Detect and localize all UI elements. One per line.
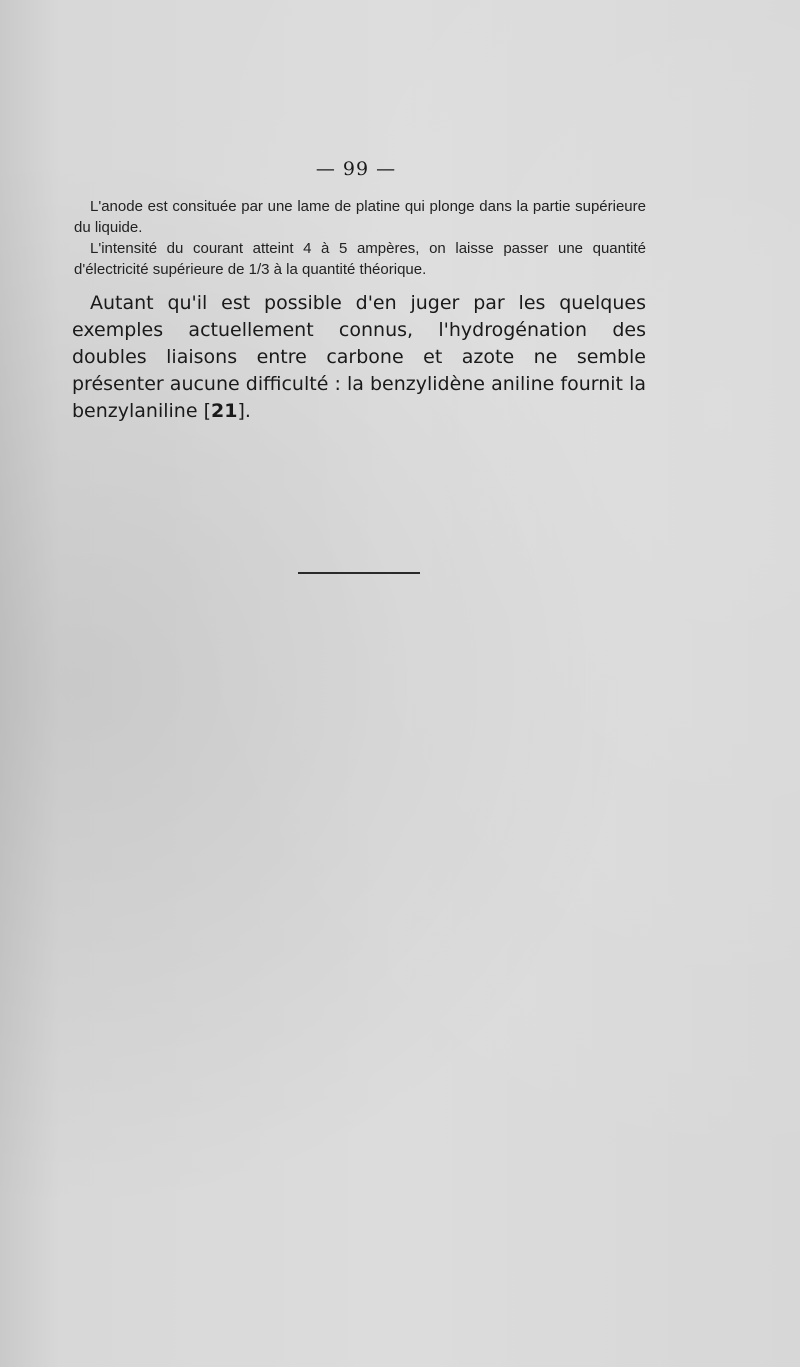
main-text [72, 290, 646, 425]
note-paragraph-anode: L'anode est consituée par une lame de platine qui plonge dans la partie supérieure du liquide. [74, 198, 646, 236]
section-end-rule [298, 572, 420, 574]
reference-close-bracket: ]. [237, 400, 251, 422]
body-paragraph [72, 290, 646, 425]
body-paragraph-text: Autant qu'il est possible d'en juger par les quelques exemples actuellement connus, l'hydrogénation des doubles liaisons entre carbone et azote ne semble présenter aucune difficulté : la benzylidène aniline fournit la benzylaniline [72, 292, 646, 422]
note-paragraph-current: L'intensité du courant atteint 4 à 5 ampères, on laisse passer une quantité d'électricité supérieure de 1/3 à la quantité théorique. [74, 240, 646, 278]
technical-notes [74, 196, 646, 280]
page-number: — 99 — [315, 158, 397, 180]
reference-number: 21 [211, 400, 238, 422]
reference-open-bracket: [ [203, 400, 212, 422]
